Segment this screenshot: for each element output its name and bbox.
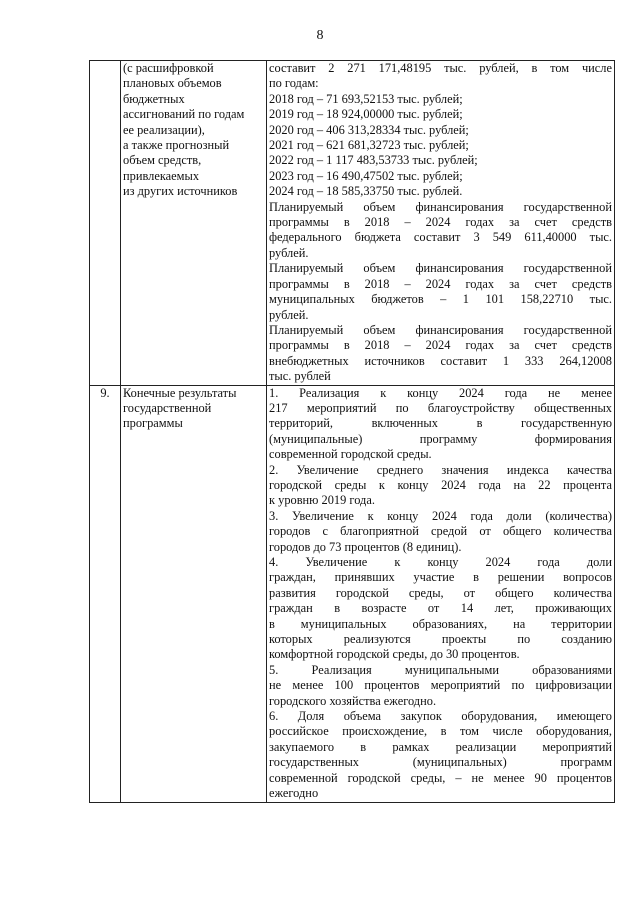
- label-line: а также прогнозный: [123, 138, 230, 153]
- content-line: 6. Доля объема закупок оборудования, имеющего: [269, 709, 612, 724]
- label-line: плановых объемов: [123, 76, 222, 91]
- content-line: ежегодно: [269, 786, 319, 801]
- content-line: федерального бюджета составит 3 549 611,40000 тыс.: [269, 230, 612, 245]
- label-line: привлекаемых: [123, 168, 200, 183]
- content-line: программы в 2018 – 2024 годах за счет средств: [269, 276, 612, 291]
- content-line: (муниципальные) программу формирования: [269, 431, 612, 446]
- content-line: 4. Увеличение к концу 2024 года доли: [269, 555, 612, 569]
- content-line: территорий, включенных в государственную: [269, 416, 612, 431]
- content-line: 217 мероприятий по благоустройству общественных: [269, 400, 612, 415]
- content-line: Планируемый объем финансирования государственной: [269, 322, 612, 337]
- row-label: [121, 385, 267, 802]
- content-line: 3. Увеличение к концу 2024 года доли (количества): [269, 508, 612, 523]
- content-line: 2024 год – 18 585,33750 тыс. рублей.: [269, 184, 463, 199]
- content-line: 2019 год – 18 924,00000 тыс. рублей;: [269, 107, 463, 122]
- row-number: [90, 61, 121, 386]
- content-line: 2020 год – 406 313,28334 тыс. рублей;: [269, 122, 469, 137]
- content-line: развития городской среды, от общего количества: [269, 585, 612, 600]
- label-line: ее реализации),: [123, 122, 205, 137]
- label-line: Конечные результаты: [123, 385, 237, 400]
- page-number: 8: [316, 28, 324, 43]
- program-passport-table: [89, 60, 615, 803]
- content-line: современной городской среды.: [269, 447, 432, 462]
- label-line: программы: [123, 416, 183, 431]
- content-line: граждан в возрасте от 14 лет, проживающих: [269, 601, 612, 616]
- table-row: [90, 385, 615, 802]
- content-line: 2023 год – 16 490,47502 тыс. рублей;: [269, 168, 463, 183]
- content-line: 2022 год – 1 117 483,53733 тыс. рублей;: [269, 153, 478, 168]
- content-line: 2018 год – 71 693,52153 тыс. рублей;: [269, 91, 463, 106]
- label-line: ассигнований по годам: [123, 107, 245, 122]
- label-line: государственной: [123, 400, 212, 415]
- row-label: [121, 61, 267, 386]
- content-line: городов до 73 процентов (8 единиц).: [269, 539, 462, 554]
- content-line: закупаемого в рамках реализации мероприятий: [269, 739, 612, 754]
- row-number: 9.: [90, 385, 121, 802]
- label-line: бюджетных: [123, 91, 185, 106]
- label-line: (с расшифровкой: [123, 61, 214, 75]
- content-line: Планируемый объем финансирования государственной: [269, 261, 612, 276]
- content-line: внебюджетных источников составит 1 333 264,12008: [269, 353, 612, 368]
- content-line: городов с благоприятной средой от общего количества: [269, 524, 612, 539]
- content-line: муниципальных бюджетов – 1 101 158,22710 тыс.: [269, 292, 612, 307]
- content-line: городского хозяйства ежегодно.: [269, 693, 437, 708]
- content-line: программы в 2018 – 2024 годах за счет средств: [269, 215, 612, 230]
- content-line: рублей.: [269, 245, 309, 260]
- content-line: программы в 2018 – 2024 годах за счет средств: [269, 338, 612, 353]
- content-line: рублей.: [269, 307, 309, 322]
- content-line: тыс. рублей: [269, 369, 331, 384]
- content-line: по годам:: [269, 76, 319, 91]
- label-line: объем средств,: [123, 153, 202, 168]
- row-content: [267, 385, 615, 802]
- row-content: [267, 61, 615, 386]
- content-line: 2021 год – 621 681,32723 тыс. рублей;: [269, 138, 469, 153]
- content-line: комфортной городской среды, до 30 процентов.: [269, 647, 520, 662]
- content-line: которых реализуются проекты по созданию: [269, 632, 612, 647]
- content-line: городской среды к концу 2024 года на 22 процента: [269, 477, 612, 492]
- content-line: российское происхождение, в том числе оборудования,: [269, 724, 612, 739]
- content-line: 5. Реализация муниципальными образованиями: [269, 662, 612, 677]
- label-line: из других источников: [123, 184, 238, 199]
- content-line: к уровню 2019 года.: [269, 493, 375, 508]
- content-line: граждан, принявших участие в решении вопросов: [269, 570, 612, 585]
- content-line: 1. Реализация к концу 2024 года не менее: [269, 385, 612, 400]
- content-line: 2. Увеличение среднего значения индекса качества: [269, 462, 612, 477]
- content-line: составит 2 271 171,48195 тыс. рублей, в том числе: [269, 61, 612, 75]
- content-line: современной городской среды, – не менее 90 процентов: [269, 770, 612, 785]
- content-line: в муниципальных образованиях, на территории: [269, 616, 612, 631]
- content-line: не менее 100 процентов мероприятий по цифровизации: [269, 678, 612, 693]
- table-row: [90, 61, 615, 386]
- content-line: Планируемый объем финансирования государственной: [269, 199, 612, 214]
- content-line: государственных (муниципальных) программ: [269, 755, 612, 770]
